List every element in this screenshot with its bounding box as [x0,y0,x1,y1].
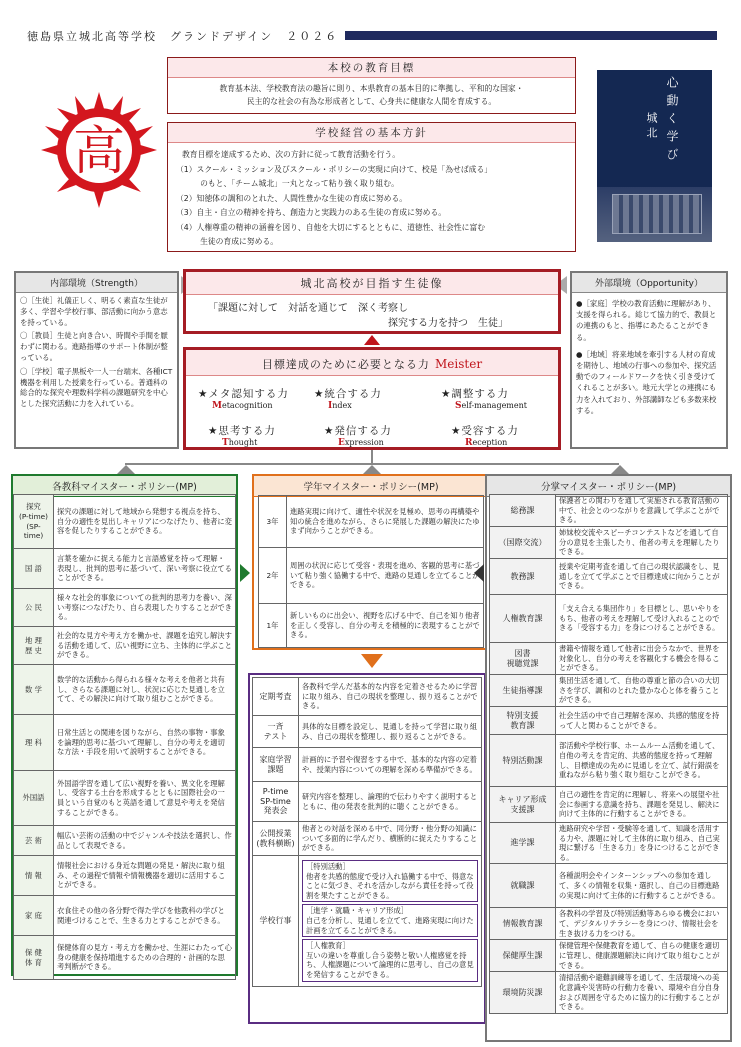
row-text: 保健体育の見方・考え方を働かせ、生涯にわたって心身の健康を保持増進するための合理的・計画的な思考判断ができる。 [54,936,236,980]
row-text: 姉妹校交流やスピーチコンテストなどを通して自分の意見を主張したり、他者の考えを理解したりできる。 [556,527,728,559]
row-label: 芸 術 [14,826,54,856]
event-box [302,860,478,902]
mission-line: 民主的な社会の有為な形成者として、心身共に健康な人間を育成する。 [246,97,497,106]
meister-item-en [338,438,392,448]
row-label: 総務課 [490,495,556,527]
arrow-up-icon [611,465,629,474]
row-text: 他者との対話を深める中で、同分野・他分野の知識について多面的に学んだり、横断的に捉えたりすることができる。 [299,822,482,856]
row-label: 2年 [259,548,287,604]
table-row [490,559,728,595]
row-label: 進学課 [490,823,556,864]
row-text: 探究の課題に対して地域から発想する視点を持ち、自分の適性を見出しキャリアにつなげたり、他者に変容を促したりすることができる。 [54,495,236,549]
external-item: ●［家庭］学校の教育活動に理解があり、支援を得られる。総じて協力的で、教員との連携のもと、指導にあたることができる。 [576,299,717,342]
table-row [259,604,484,648]
meister-initial: E [338,438,345,448]
row-label: （国際交流） [490,527,556,559]
internal-item: 〇［学校］電子黒板や一人一台端末、各種ICT機器を利用した授業を行っている。普通科の総合的な探究や理数科学科の課題研究を中心とした探究活動に力を入れている。 [20,366,173,409]
table-row [14,826,236,856]
page-title: 徳島県立城北高等学校 グランドデザイン ２０２６ [27,30,339,43]
row-label: 定期考査 [253,678,299,716]
table-row [490,940,728,972]
row-label: P-time SP-time 発表会 [253,782,299,822]
policy-box [167,122,576,252]
policy-line: （3）自主・自立の精神を持ち、創造力と実践力のある生徒の育成に努める。 [176,208,447,217]
arrow-up-icon [363,465,381,474]
logo-char: 高 [72,122,126,182]
table-row [259,496,484,548]
row-label: 家 庭 [14,896,54,936]
meister-item [198,386,289,411]
row-text: 情報社会における身近な問題の発見・解決に取り組み、その過程で情報や情報機器を適切に活用することができる。 [54,856,236,896]
table-row [490,908,728,940]
row-text: 自己の適性を肯定的に理解し、将来への展望や社会に参画する意識を持ち、課題を発見し、解決に向けて主体的に行動することができる。 [556,787,728,823]
event-box [302,939,478,981]
row-label: 家庭学習 課題 [253,748,299,782]
row-text: 集団生活を通して、自他の尊重と節の合いの大切さを学び、調和のとれた豊かな心と体を養うことができる。 [556,675,728,707]
row-label: 特別支援 教育課 [490,707,556,735]
header-bar [345,31,717,40]
subjects-title: 各教科マイスター・ポリシー(MP) [13,476,236,497]
external-box [570,271,728,449]
table-row [14,495,236,549]
table-row [14,715,236,771]
grades-table [258,495,484,648]
goal-box [183,269,561,334]
internal-item: 〇［生徒］礼儀正しく、明るく素直な生徒が多く、学習や学校行事、部活動に向かう意志を持っている。 [20,296,168,327]
table-row [253,822,482,856]
internal-title: 内部環境（Strength） [16,273,177,293]
table-row [253,678,482,716]
row-text: 日常生活との関連を図りながら、自然の事物・事象を論理的思考に基づいて理解し、自分の考えを適切な方法・手段を用いて説明することができる。 [54,715,236,771]
row-label: 学校行事 [253,856,299,987]
external-title: 外部環境（Opportunity） [572,273,726,293]
meister-item [324,423,392,448]
row-label: 環境防災課 [490,972,556,1013]
table-row [490,823,728,864]
policy-line: のもと、「チーム城北」一丸となって粘り強く取り組む。 [182,179,399,188]
row-text: 各教科で学んだ基本的な内容を定着させるために学習に取り組み、自己の現状を整理し、振り返ることができる。 [299,678,482,716]
meister-item-jp: ★受容する力 [451,425,519,437]
meister-initial: T [222,438,229,448]
meister-initial: S [455,401,462,411]
internal-box [14,271,179,449]
school-logo [40,90,158,208]
row-text: 授業や定期考査を通して自己の現状認識をし、見通しを立てて学ぶことで目標達成に向かうことができる。 [556,559,728,595]
row-label: 保健厚生課 [490,940,556,972]
activities-panel [248,673,486,1024]
connector-line [371,450,373,463]
row-text: 社会的な見方や考え方を働かせ、課題を追究し解決する活動を通して、広い視野に立ち、主体的に学ぶことができる。 [54,627,236,665]
row-text: 保護者との関わりを通して実施される教育活動の中で、社会とのつながりを意識して学ぶことができる。 [556,495,728,527]
arrow-up-icon [364,335,380,345]
meister-item [451,423,519,448]
table-row [490,864,728,908]
row-label: 生徒指導課 [490,675,556,707]
internal-item: 〇［教員］生徒と向き合い、時間や手間を厭わずに関わる。進路指導のサポート体制が整っている。 [20,331,168,362]
event-text: 他者を共感的態度で受け入れ協働する中で、得意なことに気づき、それを活かしながら責任を持って役割を果たすことができる。 [306,871,474,900]
row-label: 就職課 [490,864,556,908]
row-label: 保 健 体 育 [14,936,54,980]
arrow-right-icon [240,564,250,582]
table-row [490,675,728,707]
table-row [14,589,236,627]
row-text: 幅広い芸術の活動の中でジャンルや技法を選択し、作品として表現できる。 [54,826,236,856]
row-label: 1年 [259,604,287,648]
meister-rest: ndex [332,401,352,410]
meister-item-jp: ★メタ認知する力 [198,388,289,400]
divisions-title: 分掌マイスター・ポリシー(MP) [487,476,730,497]
subjects-table [13,494,236,980]
row-text: 各種説明会やインターンシップへの参加を通して、多くの情報を収集・選択し、自己の目標進路の実現に向けて主体的に行動することができる。 [556,864,728,908]
row-text: 新しいものに出会い、視野を広げる中で、自己を知り他者を正しく受容し、自分の考えを積極的に表現することができる。 [287,604,484,648]
table-row [14,627,236,665]
row-label: 教務課 [490,559,556,595]
meister-item-en [328,401,382,411]
row-text: 様々な社会的事象についての批判的思考力を養い、深い考察につなげたり、自ら表現したりすることができる。 [54,589,236,627]
policy-title: 学校経営の基本方針 [168,123,575,143]
meister-initial: I [328,401,333,411]
external-item: ●［地域］将来地域を牽引する人材の育成を期待し、地域の行事への参加や、探究活動でのフィールドワークを快く引き受けてくれることが多い。地元大学との連携にも力を入れており、外部講師なども多数来校する。 [576,349,717,415]
slogan-school: 城北 [645,112,658,142]
row-label: 一斉 テスト [253,716,299,748]
policy-line: 生徒の育成に努める。 [182,237,279,246]
row-text: 外国語学習を通して広い視野を養い、異文化を理解し、受容する土台を形成するとともに国際社会の一員という自覚のもと英語を通して意見や考えを発信することができる。 [54,771,236,826]
mission-line: 教育基本法、学校教育法の趣旨に則り、本県教育の基本目的に準拠し、平和的な国家・ [219,84,524,93]
meister-item-en [222,438,276,448]
row-label: 地 理 歴 史 [14,627,54,665]
table-row [259,548,484,604]
table-row [490,972,728,1013]
table-row [253,716,482,748]
subjects-panel [11,474,238,976]
meister-rest: xpression [344,438,384,447]
arrow-down-icon [361,654,383,668]
meister-item [314,386,382,411]
goal-line2: 探究する力を持つ 生徒」 [388,318,508,329]
event-title: ［特別活動］ [306,862,350,871]
event-title: ［進学・就職・キャリア形成］ [306,906,409,916]
table-row [490,735,728,787]
table-row [490,595,728,643]
table-row [490,787,728,823]
row-text: 進路実現に向けて、適性や状況を見極め、思考の再構築や知の統合を進めながら、さらに発展した課題の解決にたゆまず向かうことができる。 [287,496,484,548]
meister-box [183,347,561,450]
policy-line: 教育目標を達成するため、次の方針に従って教育活動を行う。 [182,150,400,159]
row-label: 3年 [259,496,287,548]
row-text: 部活動や学校行事、ホームルーム活動を通して、自他の考えを肯定的、共感的態度を持って理解し、目標達成の先めに見通しを立て、試行錯誤を重ねながら粘り強く取り組むことができる。 [556,735,728,787]
table-row [14,771,236,826]
table-row [490,707,728,735]
goal-title: 城北高校が目指す生徒像 [186,272,558,295]
table-row [14,665,236,715]
divisions-table [489,494,728,1014]
row-label: 特別活動課 [490,735,556,787]
row-label: 探究 (P-time) (SP-time) [14,495,54,549]
meister-rest: eception [472,438,508,447]
grades-title: 学年マイスター・ポリシー(MP) [254,476,488,497]
mission-title: 本校の教育目標 [168,58,575,78]
meister-item [208,423,276,448]
grades-panel [252,474,490,650]
arrow-up-icon [117,465,135,474]
row-label: 情 報 [14,856,54,896]
row-text: 具体的な目標を設定し、見通しを持って学習に取り組み、自己の現状を整理し、振り返ることができる。 [299,716,482,748]
table-row [14,856,236,896]
mission-box [167,57,576,114]
policy-line: （2）知徳体の調和のとれた、人間性豊かな生徒の育成に努める。 [176,193,408,203]
row-text: 進路研究や学習・受験等を通して、知識を活用する力や、課題に対して主体的に取り組み、自己実現に繋げる「生きる力」を身につけることができる。 [556,823,728,864]
table-row [14,936,236,980]
policy-line: （1）スクール・ミッション及びスクール・ポリシーの実現に向けて、校是「為せば成る」 [176,164,493,174]
meister-item [441,386,527,411]
row-text: 研究内容を整理し、論理的で伝わりやすく説明するとともに、他の発表を批判的に聴くことができる。 [299,782,482,822]
meister-item-jp: ★発信する力 [324,425,392,437]
slogan-text: 心動く学び [665,76,679,166]
event-title: ［人権教育］ [306,941,350,951]
row-label: 図書 視聴覚課 [490,643,556,675]
table-row [490,495,728,527]
row-label: 公 民 [14,589,54,627]
meister-initial: M [212,401,222,411]
row-text: 計画的に予習や復習をする中で、基本的な内容の定着や、授業内容についての理解を深める準備ができる。 [299,748,482,782]
divisions-panel [485,474,732,1042]
meister-item-jp: ★思考する力 [208,425,276,437]
table-row [14,549,236,589]
row-text: 社会生活の中で自己理解を深め、共感的態度を持って人と関わることができる。 [556,707,728,735]
events-cell [299,856,482,987]
meister-item-en [212,401,289,411]
row-label: 公開授業 (教科横断) [253,822,299,856]
row-label: 数 学 [14,665,54,715]
meister-rest: elf-management [461,401,527,410]
row-text: 各教科の学習及び特別活動等あらゆる機会において、デジタルリテラシーを身につけ、情報社会を生き抜ける力をつける。 [556,908,728,940]
policy-line: （4）人権尊重の精神の涵養を図り、自他を大切にするとともに、道徳性、社会性に富む [176,222,486,232]
event-text: 互いの違いを尊重し合う姿勢と敬い人権感覚を持ち、人権課題について論理的に思考し、自己の意見を発信することができる。 [306,950,474,979]
meister-item-en [465,438,519,448]
row-label: 国 語 [14,549,54,589]
meister-rest: hought [228,438,258,447]
row-text: 清掃活動や避難訓練等を通して、生活環境への美化意識や災害時の行動力を養い、環境や自分自身および周囲を守るために協力的に行動することができる。 [556,972,728,1013]
row-text: 「支え合える集団作り」を目標とし、思いやりをもち、他者の考えを理解して受け入れることのできる「受容する力」を身につけることができる。 [556,595,728,643]
row-text: 周囲の状況に応じて受容・表現を進め、客観的思考に基づいて粘り強く協働する中で、進路の見通しを立てることができる。 [287,548,484,604]
arrow-left-icon [474,564,484,582]
slogan-panel [597,70,712,242]
meister-initial: R [465,438,473,448]
activities-table [252,677,482,987]
row-text: 数学的な活動から得られる様々な考えを他者と共有し、さらなる課題に対し、状況に応じた見通しを立てて、その解決に向けて取り組むことができる。 [54,665,236,715]
table-row [490,643,728,675]
row-text: 書籍や情報を通して他者に出会うなかで、世界を対象化し、自分の考えを客観化する機会を得ることができる。 [556,643,728,675]
meister-item-jp: ★調整する力 [441,388,509,400]
meister-item-en [455,401,527,411]
table-row [14,896,236,936]
meister-title: 目標達成のために必要となる力 [261,358,430,371]
table-row [490,527,728,559]
row-label: 人権教育課 [490,595,556,643]
table-row [253,782,482,822]
row-label: キャリア形成 支援課 [490,787,556,823]
event-text: 自己を分析し、見通しを立てて、進路実現に向けた計画を立てることができる。 [306,915,474,935]
row-label: 外国語 [14,771,54,826]
meister-rest: etacognition [221,401,273,410]
row-text: 言葉を確かに捉える能力と言語感覚を持って理解・表現し、批判的思考に基づいて、深い考察に役立てることができる。 [54,549,236,589]
meister-title-en: Meister [435,357,483,371]
row-label: 情報教育課 [490,908,556,940]
row-label: 理 科 [14,715,54,771]
table-row [253,856,482,987]
meister-item-jp: ★統合する力 [314,388,382,400]
goal-line1: 「課題に対して 対話を通じて 深く考察し [208,303,408,314]
table-row [253,748,482,782]
row-text: 衣食住その他の各分野で得た学びを他教科の学びと関連づけることで、生きる力とすることができる。 [54,896,236,936]
event-box [302,904,478,937]
row-text: 保健管理や保健教育を通して、自らの健康を適切に管理し、健康課題解決に向けて取り組むことができる。 [556,940,728,972]
